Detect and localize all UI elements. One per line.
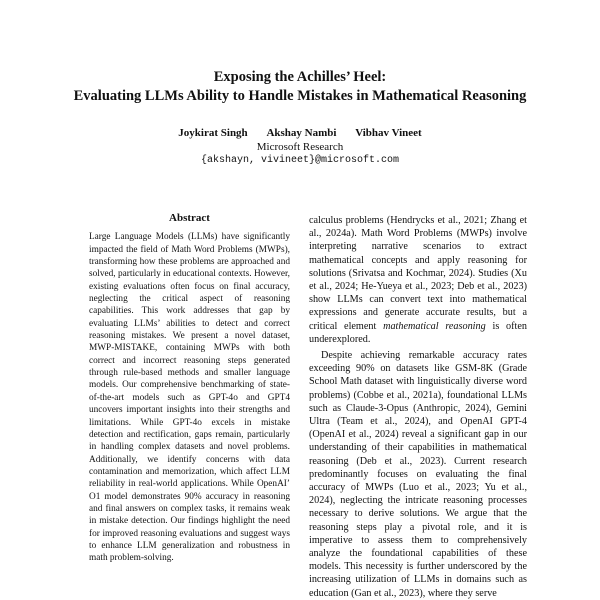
paper-title <box>0 68 600 106</box>
affiliation: Microsoft Research <box>256 141 344 153</box>
abstract-column <box>89 212 290 565</box>
abstract-heading: Abstract <box>169 212 210 224</box>
abstract-text: Large Language Models (LLMs) have significantly impacted the field of Math Word Problems (MWPs), transforming how these problems are approached and solved, particularly in educational contexts. However, existing evaluations often focus on final accuracy, neglecting the critical aspect of reasoning capabilities. This work addresses that gap by evaluating LLMs’ abilities to detect and correct reasoning mistakes. We present a novel dataset, MWP-MISTAKE, containing MWPs with both correct and incorrect reasoning steps generated through rule-based methods and smaller language models. Our comprehensive benchmarking of state-of-the-art models such as GPT-4o and GPT4 uncovers important insights into their strengths and limitations. While GPT-4o excels in mistake detection and rectification, gaps remain, particularly in handling complex datasets and novel problems. Additionally, we identify concerns with data contamination and memorization, which affect LLM reliability in real-world applications. While OpenAI’ O1 model demonstrates 90% accuracy in reasoning and final answers on complex tasks, it remains weak in mistake detection. Our findings highlight the need for improved reasoning evaluations and suggest ways to enhance LLM generalization and robustness in math problem-solving. <box>89 232 290 564</box>
title-line-1: Exposing the Achilles’ Heel: <box>213 69 387 85</box>
intro-paragraph-2: Despite achieving remarkable accuracy rates exceeding 90% on datasets like GSM-8K (Grade School Math dataset with linguistically diverse word problems) (Cobbe et al., 2021a), foundational LLMs such as Claude-3-Opus (Anthropic, 2024), Gemini Ultra (Team et al., 2024), and OpenAI GPT-4 (OpenAI et al., 2024) reveal a significant gap in our understanding of their capabilities in mathematical reasoning (Deb et al., 2023). Current research predominantly focuses on evaluating the final accuracy of MWPs (Luo et al., 2023; Yu et al., 2024), neglecting the intricate reasoning processes necessary to derive solutions. We argue that the reasoning steps play a pivotal role, and it is imperative to assess them to comprehensively analyze the foundational capabilities of these models. This necessity is further underscored by the increasing utilization of LLMs in domains such as education (Gan et al., 2023), where they serve <box>309 350 527 599</box>
author-names <box>0 126 600 140</box>
intro-p1-emphasis: mathematical reasoning <box>383 320 486 332</box>
title-line-2: Evaluating LLMs Ability to Handle Mistakes in Mathematical Reasoning <box>73 88 527 104</box>
intro-column <box>309 214 527 600</box>
intro-p1-text-b: is often underexplored. <box>309 320 527 345</box>
intro-p1-text-a: calculus problems (Hendrycks et al., 2021; Zhang et al., 2024a). Math Word Problems (MWPs) involve interpreting narrative scenarios to extract mathematical concepts and apply reasoning for solutions (Srivatsa and Kochmar, 2024). Studies (Xu et al., 2024; He-Yueya et al., 2023; Deb et al., 2023) show LLMs can convert text into mathematical expressions and generate accurate results, but a critical element <box>309 215 527 332</box>
intro-paragraph-1 <box>309 214 527 346</box>
author-email: {akshayn, vivineet}@microsoft.com <box>200 155 400 166</box>
author-2: Akshay Nambi <box>266 127 337 139</box>
author-1: Joykirat Singh <box>178 127 248 139</box>
author-3: Vibhav Vineet <box>355 127 422 139</box>
author-block <box>0 126 600 168</box>
